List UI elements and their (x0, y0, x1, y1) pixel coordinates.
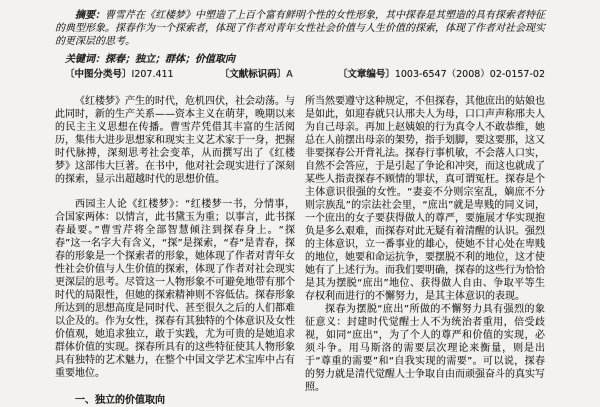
document-code-value: A (286, 69, 293, 80)
clc-label: 〔中图分类号〕 (65, 69, 132, 80)
keywords-text: 探春；独立；群体；价值取向 (105, 54, 235, 65)
right-column (305, 95, 545, 407)
section-heading: 一、独立的价值取向 (75, 395, 165, 406)
clc-value: I207.411 (131, 69, 174, 80)
document-code (220, 68, 338, 81)
abstract-text: 曹雪芹在《红楼梦》中塑造了上百个富有鲜明个性的女性形象，其中探春是其塑造的具有探索者特征的典型形象。探春作为一个探索者，体现了作者对青年女性社会价值与人生价值的探索，体现了作者对社会现实的更深层的思考。 (55, 10, 545, 47)
keywords-line (55, 53, 545, 66)
paragraph: 《红楼梦》产生的时代，危机四伏，社会动荡。与此同时，新的生产关系——资本主义在萌芽，晚期以来的民主主义思想在传播。曹雪芹凭借其丰富的生活阅历，集伟大进步思想家和现实主义艺术家于一身，把握时代脉搏，深刻思考社会变革，从而撰写出了《红楼梦》这部伟大巨著。在书中，他对社会现实进行了深刻的探索，显示出超越时代的思想价值。 (55, 96, 295, 185)
paragraph: 探春为摆脱“庶出”所做的不懈努力具有强烈的象征意义：封建时代觉醒士人不为统治者重用，倍受歧视，如同“庶出”，为了个人的尊严和价值的实现，必须斗争。用马斯洛的需要层次理论来衡量，则是出于“尊重的需要”和“自我实现的需要”。可以说，探春的努力就是清代觉醒人士争取自由而顽强奋斗的真实写照。 (305, 304, 545, 393)
meta-row (55, 68, 545, 81)
paragraph: 西园主人论《红楼梦》：“红楼梦一书，分情事，合国家两体：以情言，此书黛玉为重；以事言，此书探春最要。”曹雪芹将全部智慧倾注到探春身上。“探春”这一名字大有含义，“探”是探索，“春”是青春，探春的形象是一个探索者的形象，她体现了作者对青年女性社会价值与人生价值的探索，体现了作者对社会现实更深层的思考。尽管这一人物形象不可避免地带有那个时代的局限性，但她的探索精神则不容低估。探春形象所达到的思想高度是同时代、甚至很久之后的人们都难以企及的。作为女性，探春有其独特的个体意识及女性价值观，她追求独立，敢于实践，尤为可贵的是她追求群体价值的实现。探春所具有的这些特征使其人物形象具有独特的艺术魅力，在整个中国文学艺术宝库中占有重要地位。 (55, 199, 295, 379)
left-column (55, 95, 295, 407)
article-id (338, 68, 545, 81)
article-id-value: 1003-6547（2008）02-0157-02 (394, 69, 545, 80)
article-id-label: 〔文章编号〕 (337, 69, 395, 80)
paragraph: 所当然要遵守这种规定，不但探春，其他庶出的姑娘也是如此，如迎春就只认邢夫人为母，口口声声称邢夫人为自己母亲。再加上赵姨娘的行为真令人不敢恭维，她总在人前摆出母亲的架势，指手划脚，要这要那，这又非要探春公开背礼法。探春行事机敏，不会落人口实，自然不会答应，于是引起了争论和冲突，而这也就成了某些人指责探春不顾情的罪状，真可谓冤枉。探春是个主体意识很强的女性。“妻妾不分则宗室乱，嫡庶不分则宗族乱”的宗法社会里，“庶出”就是卑贱的同义词，一个庶出的女子要获得做人的尊严，要施展才华实现抱负是多么艰难，而探春对此无疑有着清醒的认识。强烈的主体意识，立一番事业的雄心，使她不甘心处在卑贱的地位，她要和命运抗争，要摆脱不利的地位，这才使她有了上述行为。而我们要明确，探春的这些行为恰恰是其为摆脱“庶出”地位、获得做人自由、争取平等生存权利而进行的不懈努力，是其主体意识的表现。 (305, 96, 545, 302)
abstract (55, 9, 545, 48)
clc-number (65, 68, 220, 81)
abstract-label: 摘要： (75, 10, 105, 21)
document-code-label: 〔文献标识码〕 (219, 69, 287, 80)
two-column-body (55, 95, 545, 407)
keywords-label: 关键词： (65, 54, 105, 65)
